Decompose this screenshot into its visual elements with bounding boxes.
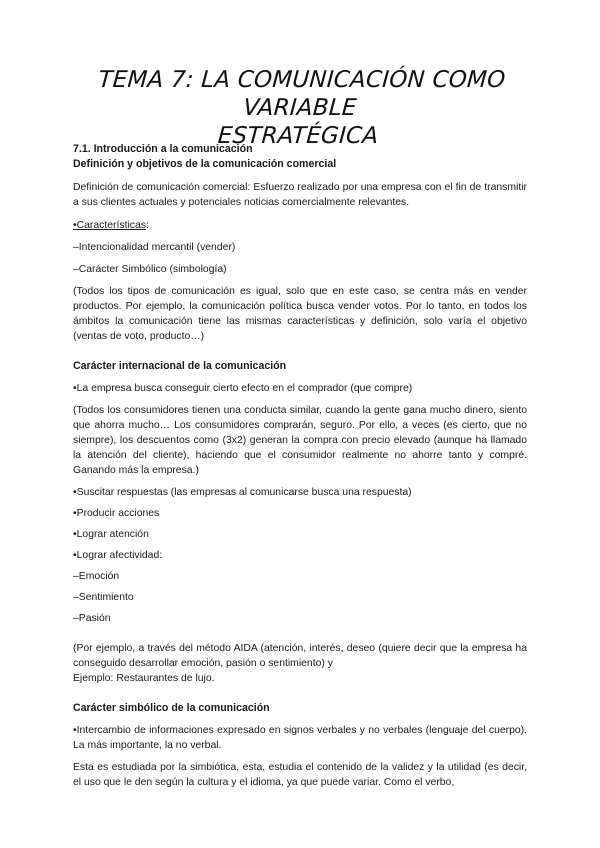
bullet-item: •Suscitar respuestas (las empresas al comunicarse busca una respuesta) xyxy=(73,487,412,498)
sub-item: –Emoción xyxy=(73,571,120,582)
example-paragraph: (Por ejemplo, a través del método AIDA (atención, interés, deseo (quiere decir que la empresa ha conseguido desarrollar emoción, pasión o sentimiento) y xyxy=(73,643,527,669)
bullet-item: •Producir acciones xyxy=(73,508,160,519)
feature-item: –Intencionalidad mercantil (vender) xyxy=(73,242,236,253)
subsection-heading-definition: Definición y objetivos de la comunicación comercial xyxy=(73,158,337,170)
bullet-item: •Lograr atención xyxy=(73,529,149,540)
intro-note-paragraph: (Todos los tipos de comunicación es igual, solo que en este caso, se centra más en vender productos. Por ejemplo, la comunicación política busca vender votos. Por lo tanto, en todos los ámbitos la comunicación tiene las mismas características y definición, solo varía el objetivo (ventas de voto, producto…) xyxy=(73,286,527,342)
features-label xyxy=(73,218,527,233)
document-body xyxy=(73,142,527,790)
page-title-line-1: TEMA 7: LA COMUNICACIÓN COMO VARIABLE xyxy=(97,67,507,121)
page-title-line-2: ESTRATÉGICA xyxy=(216,123,380,149)
feature-item: –Carácter Simbólico (simbología) xyxy=(73,264,227,275)
features-label-colon: : xyxy=(145,220,149,231)
bullet-item: •Lograr afectividad: xyxy=(73,550,163,561)
sub-item: –Sentimiento xyxy=(73,592,134,603)
page-title xyxy=(37,66,563,150)
section-heading-intentional: Carácter internacional de la comunicación xyxy=(73,360,287,372)
section-heading-symbolic: Carácter simbólico de la comunicación xyxy=(73,702,270,714)
symbolic-paragraph: Esta es estudiada por la simbiótica, esta, estudia el contenido de la validez y la utilidad (es decir, el uso que le den según la cultura y el idioma, ya que puede variar. Como el verbo, xyxy=(73,762,527,788)
bullet-item: •La empresa busca conseguir cierto efecto en el comprador (que compre) xyxy=(73,383,413,394)
example-line: Ejemplo: Restaurantes de lujo. xyxy=(73,673,215,684)
definition-paragraph: Definición de comunicación comercial: Esfuerzo realizado por una empresa con el fin de transmitir a sus clientes actuales y potenciales noticias comercialmente relevantes. xyxy=(73,182,527,208)
features-label-text: •Características xyxy=(73,220,146,231)
intentional-note-paragraph: (Todos los consumidores tienen una conducta similar, cuando la gente gana mucho dinero, siento que ahorra mucho… Los consumidores comprarán, seguro. Por ello, a veces (es cierto, que no siempre), los descuentos como (3x2) generan la compra con precio elevado (aunque ha llamado la atención del cliente), haciendo que el consumidor realmente no ahorre tanto y compré. Ganando más la empresa.) xyxy=(73,405,527,476)
section-heading-intro: 7.1. Introducción a la comunicación xyxy=(73,143,253,155)
bullet-item: •Intercambio de informaciones expresado en signos verbales y no verbales (lenguaje del cuerpo). La más importante, la no verbal. xyxy=(73,725,527,751)
sub-item: –Pasión xyxy=(73,613,111,624)
